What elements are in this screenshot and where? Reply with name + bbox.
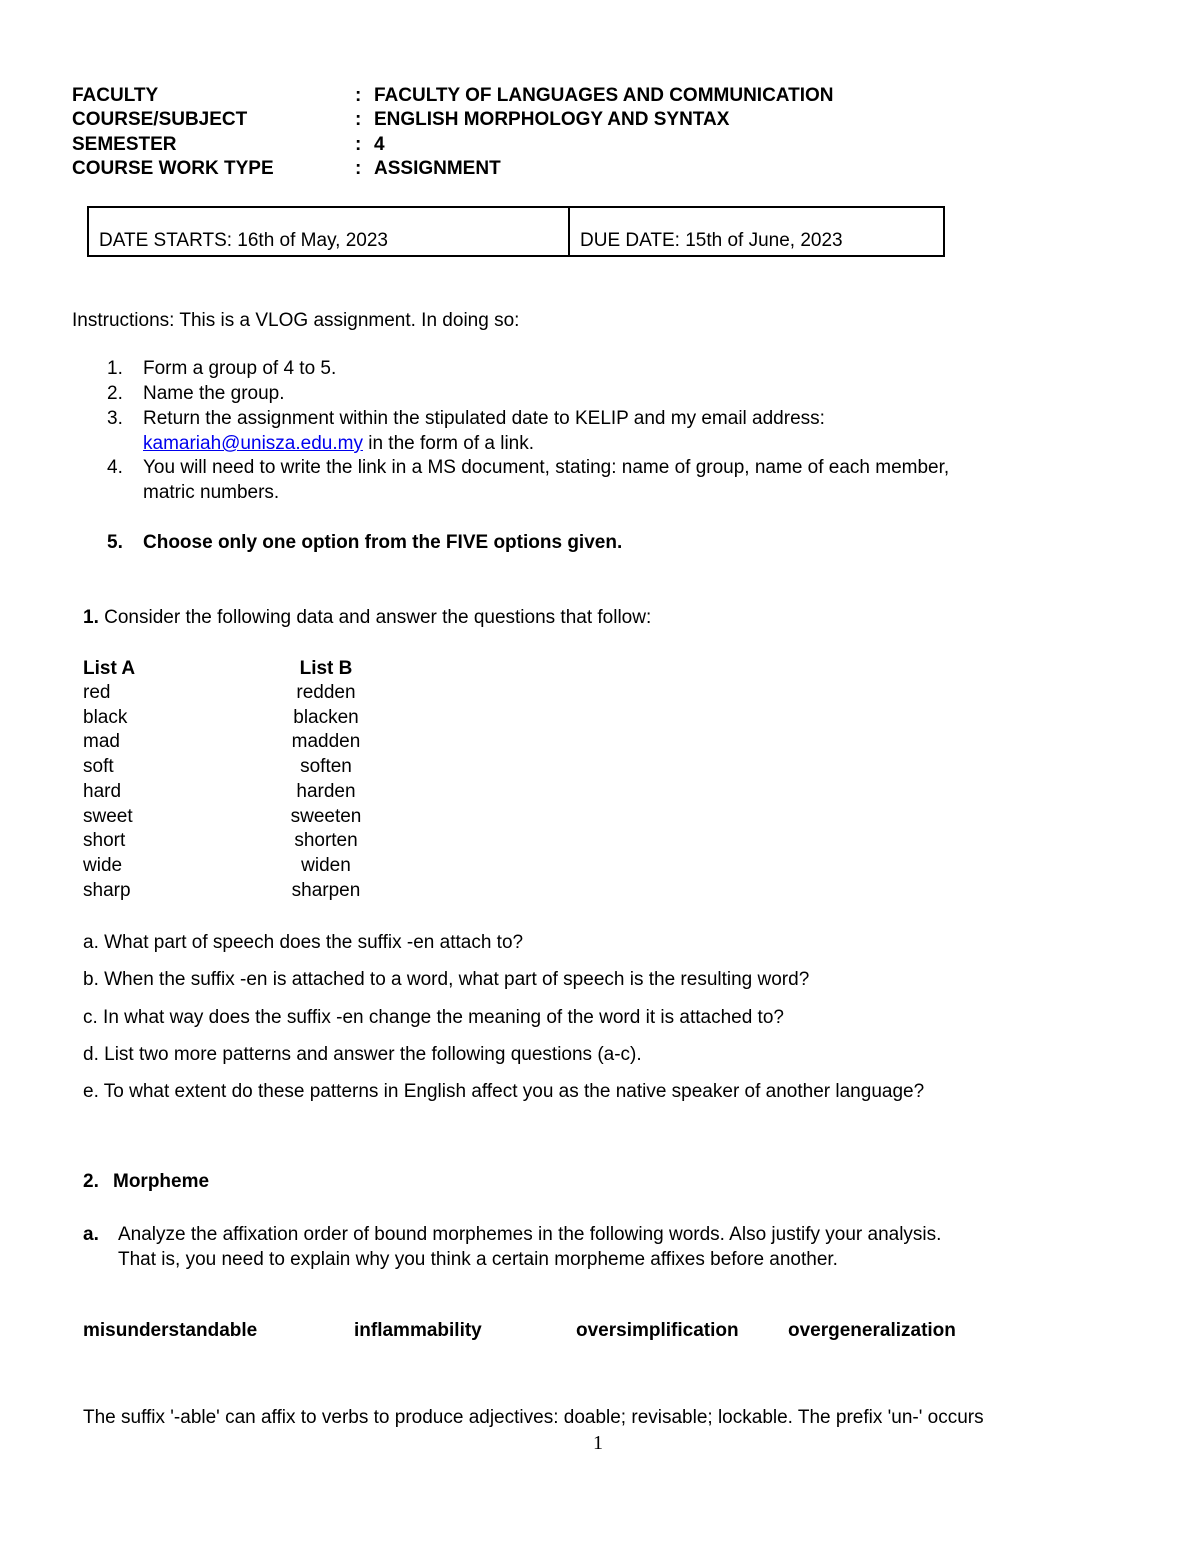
list-b-word: redden <box>296 682 356 703</box>
list-b-word: soften <box>300 756 352 777</box>
header-value-semester: 4 <box>374 134 385 155</box>
list-b-word: sweeten <box>290 806 362 827</box>
header-colon: : <box>355 134 362 155</box>
header-colon: : <box>355 158 362 179</box>
list-a-header: List A <box>83 658 136 679</box>
header-colon: : <box>355 109 362 130</box>
header-label-faculty: FACULTY <box>72 85 159 106</box>
date-start-cell <box>89 208 570 255</box>
list-b-word: harden <box>296 781 356 802</box>
list-a-word: soft <box>83 756 114 777</box>
list-b-word: sharpen <box>291 880 361 901</box>
list-item-continuation: matric numbers. <box>143 482 280 503</box>
list-a-word: black <box>83 707 128 728</box>
due-date: DUE DATE: 15th of June, 2023 <box>580 230 843 251</box>
word-item: inflammability <box>354 1320 482 1341</box>
list-a-word: sharp <box>83 880 131 901</box>
list-b-word: madden <box>291 731 361 752</box>
question-number: 1. <box>83 607 99 628</box>
list-b-header: List B <box>299 658 353 679</box>
word-item: oversimplification <box>576 1320 739 1341</box>
list-item-number: 5. <box>107 532 123 553</box>
list-item-number: 4. <box>107 457 123 478</box>
subquestion-c: c. In what way does the suffix -en change the meaning of the word it is attached to? <box>83 1007 784 1028</box>
explanation-text: The suffix '-able' can affix to verbs to produce adjectives: doable; revisable; lockable. The prefix 'un-' occurs <box>83 1407 984 1428</box>
word-item: misunderstandable <box>83 1320 258 1341</box>
list-b-word: shorten <box>294 830 358 851</box>
list-item-number: 2. <box>107 383 123 404</box>
instructions-intro: Instructions: This is a VLOG assignment. In doing so: <box>72 310 520 331</box>
header-colon: : <box>355 85 362 106</box>
list-b-word: widen <box>301 855 351 876</box>
date-table <box>87 206 945 257</box>
header-value-course: ENGLISH MORPHOLOGY AND SYNTAX <box>374 109 730 130</box>
list-a-word: sweet <box>83 806 133 827</box>
header-label-type: COURSE WORK TYPE <box>72 158 274 179</box>
part-a-text-line2: That is, you need to explain why you think a certain morpheme affixes before another. <box>118 1249 838 1270</box>
header-value-type: ASSIGNMENT <box>374 158 501 179</box>
list-a-word: hard <box>83 781 122 802</box>
list-item: Name the group. <box>143 383 285 404</box>
question-1-prompt <box>83 607 651 629</box>
list-item-number: 1. <box>107 358 123 379</box>
date-start: DATE STARTS: 16th of May, 2023 <box>99 230 388 251</box>
question-2-number: 2. <box>83 1171 99 1192</box>
part-a-text-line1: Analyze the affixation order of bound morphemes in the following words. Also justify your analysis. <box>118 1224 942 1245</box>
list-item-emphasis: Choose only one option from the FIVE options given. <box>143 532 623 553</box>
header-label-semester: SEMESTER <box>72 134 177 155</box>
word-item: overgeneralization <box>788 1320 956 1341</box>
email-suffix-text: in the form of a link. <box>362 433 535 454</box>
part-a-label: a. <box>83 1224 99 1245</box>
subquestion-d: d. List two more patterns and answer the following questions (a-c). <box>83 1044 642 1065</box>
list-item-number: 3. <box>107 408 123 429</box>
list-item: Return the assignment within the stipulated date to KELIP and my email address: <box>143 408 825 429</box>
list-b-word: blacken <box>293 707 359 728</box>
list-a-word: red <box>83 682 111 703</box>
header-label-course: COURSE/SUBJECT <box>72 109 248 130</box>
email-link[interactable]: kamariah@unisza.edu.my <box>143 433 363 454</box>
list-item-continuation <box>143 433 534 455</box>
due-date-cell <box>570 208 943 255</box>
header-value-faculty: FACULTY OF LANGUAGES AND COMMUNICATION <box>374 85 834 106</box>
list-a-word: wide <box>83 855 123 876</box>
question-2-title: Morpheme <box>113 1171 210 1192</box>
list-item: You will need to write the link in a MS document, stating: name of group, name of each member, <box>143 457 950 478</box>
list-a-word: short <box>83 830 126 851</box>
list-a-word: mad <box>83 731 120 752</box>
subquestion-a: a. What part of speech does the suffix -en attach to? <box>83 932 524 953</box>
page-number: 1 <box>593 1432 603 1454</box>
question-text: Consider the following data and answer the questions that follow: <box>98 607 652 628</box>
subquestion-e: e. To what extent do these patterns in English affect you as the native speaker of another language? <box>83 1081 925 1102</box>
subquestion-b: b. When the suffix -en is attached to a word, what part of speech is the resulting word? <box>83 969 810 990</box>
list-item: Form a group of 4 to 5. <box>143 358 337 379</box>
